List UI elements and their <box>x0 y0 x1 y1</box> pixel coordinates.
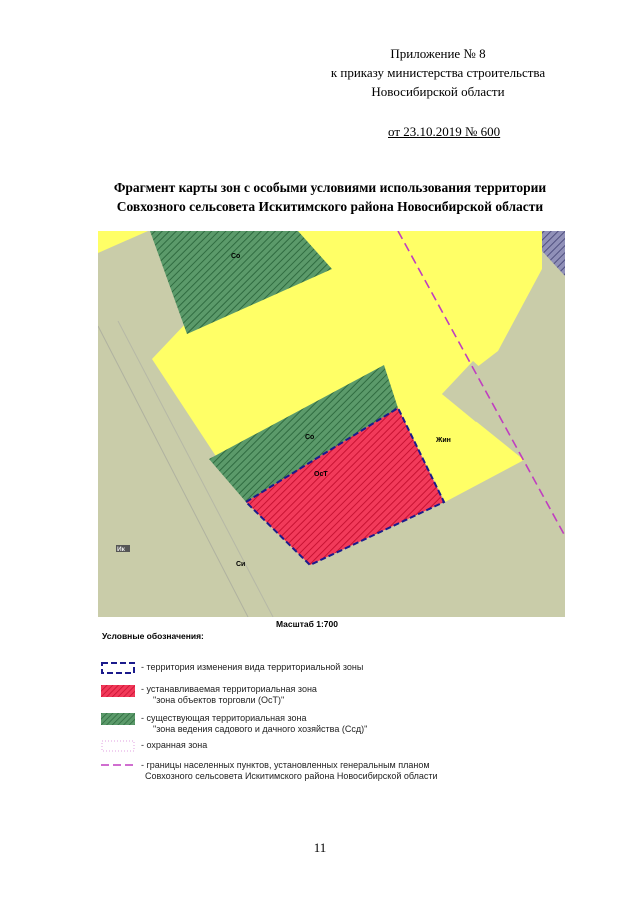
zone-map <box>98 231 565 617</box>
label-zhin: Жин <box>436 437 451 444</box>
dashed-blue-outline-icon <box>101 662 135 674</box>
appendix-number: Приложение № 8 <box>390 46 486 61</box>
label-ik: Ик <box>117 546 125 553</box>
label-so-middle: Со <box>305 434 315 441</box>
legend-title: Условные обозначения: <box>102 631 204 641</box>
legend-text: - территория изменения вида территориальной зоны <box>141 662 364 672</box>
red-hatched-swatch-icon <box>101 685 135 697</box>
legend-text: "зона объектов торговли (ОсТ)" <box>153 695 285 705</box>
dash-line-magenta-icon <box>101 760 135 772</box>
region-line: Новосибирской области <box>371 84 505 99</box>
order-line: к приказу министерства строительства <box>330 65 546 80</box>
green-hatched-swatch-icon <box>101 713 135 725</box>
legend-text: - существующая территориальная зона <box>141 713 307 723</box>
label-ost: ОсТ <box>314 471 328 478</box>
legend-text: "зона ведения садового и дачного хозяйства (Ссд)" <box>153 724 368 734</box>
appendix-header <box>288 44 588 101</box>
legend-text: - охранная зона <box>141 740 208 750</box>
title-line-2: Совхозного сельсовета Искитимского района Новосибирской области <box>116 199 544 214</box>
page-title <box>40 178 620 216</box>
map-scale: Масштаб 1:700 <box>276 619 338 629</box>
label-si: Си <box>236 561 246 568</box>
order-reference: от 23.10.2019 № 600 <box>388 124 501 139</box>
legend-text: - границы населенных пунктов, установленных генеральным планом <box>141 760 430 770</box>
legend-text: - устанавливаемая территориальная зона <box>141 684 317 694</box>
page-number: 11 <box>313 840 327 855</box>
label-so-top: Со <box>231 253 241 260</box>
legend-text: Совхозного сельсовета Искитимского района Новосибирской области <box>145 771 438 781</box>
title-line-1: Фрагмент карты зон с особыми условиями использования территории <box>113 180 547 195</box>
dotted-pink-outline-icon <box>101 740 135 752</box>
